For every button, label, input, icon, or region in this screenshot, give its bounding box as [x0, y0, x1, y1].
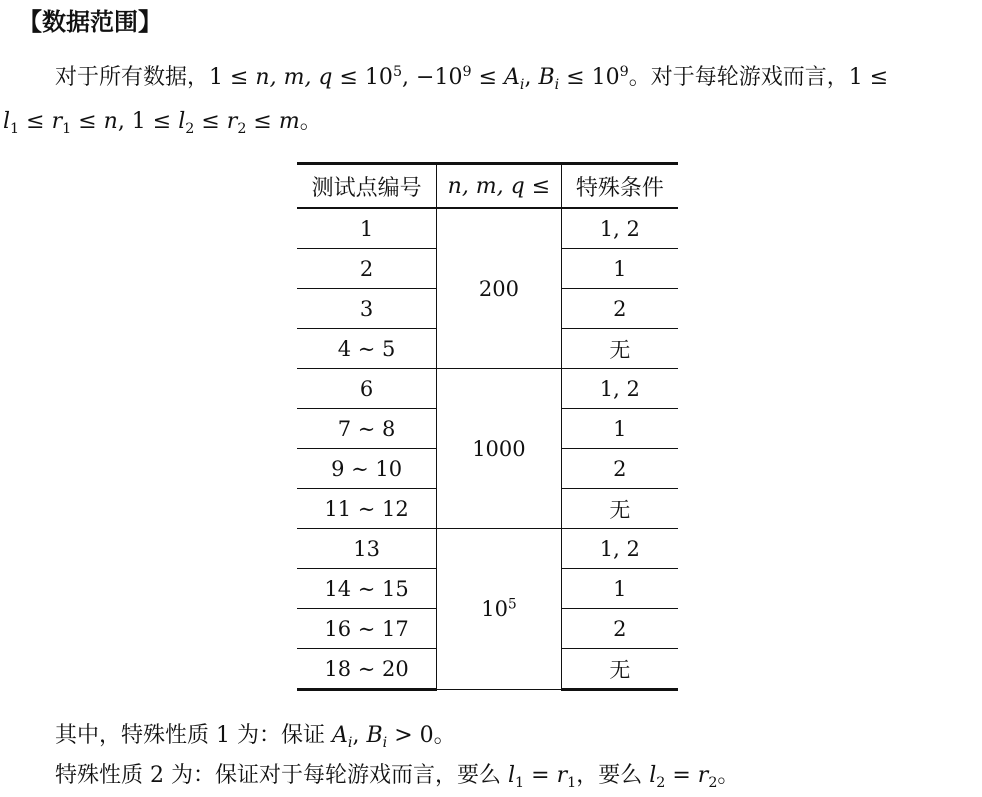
case-cell: 6 [297, 369, 437, 409]
condition-cell: 1 [561, 569, 678, 609]
header-special-condition: 特殊条件 [561, 164, 678, 209]
condition-cell: 无 [561, 489, 678, 529]
condition-cell: 2 [561, 289, 678, 329]
case-cell: 11 ∼ 12 [297, 489, 437, 529]
table-row [297, 369, 678, 409]
case-cell: 18 ∼ 20 [297, 649, 437, 690]
condition-cell: 1 [561, 409, 678, 449]
test-case-table [297, 162, 678, 691]
condition-cell: 无 [561, 649, 678, 690]
condition-cell: 1, 2 [561, 369, 678, 409]
case-cell: 13 [297, 529, 437, 569]
constraints-line-1: 对于所有数据，1 ≤ n, m, $q \le 10^5$, $-10^9 \le A_i$, $B_i \le 10^9$。对于每轮游戏而言，1 ≤ [55, 64, 889, 93]
condition-cell: 无 [561, 329, 678, 369]
constraints-line-2: $l_1 \le r_1 \le n$, $1 \le l_2 \le r_2 \le m$。 [3, 109, 322, 137]
condition-cell: 1, 2 [561, 208, 678, 249]
condition-cell: 1, 2 [561, 529, 678, 569]
limit-cell: 200 [437, 208, 561, 369]
case-cell: 2 [297, 249, 437, 289]
case-cell: 14 ∼ 15 [297, 569, 437, 609]
case-cell: 3 [297, 289, 437, 329]
case-cell: 1 [297, 208, 437, 249]
header-limit: n, m, q ≤ [437, 164, 561, 209]
case-cell: 7 ∼ 8 [297, 409, 437, 449]
table-header-row [297, 164, 678, 209]
header-case-id: 测试点编号 [297, 164, 437, 209]
section-heading: 【数据范围】 [18, 8, 162, 36]
table-row [297, 529, 678, 569]
case-cell: 9 ∼ 10 [297, 449, 437, 489]
condition-cell: 1 [561, 249, 678, 289]
table-row [297, 208, 678, 249]
case-cell: 16 ∼ 17 [297, 609, 437, 649]
condition-cell: 2 [561, 449, 678, 489]
condition-cell: 2 [561, 609, 678, 649]
special-property-2: 特殊性质 2 为：保证对于每轮游戏而言，要么 $l_1 = r_1$，要么 $l_2 = r_2$。 [55, 763, 740, 791]
limit-cell: $10^5$ [437, 529, 561, 690]
limit-cell: 1000 [437, 369, 561, 529]
special-property-1: 其中，特殊性质 1 为：保证 $A_i$, $B_i > 0$。 [55, 723, 456, 751]
case-cell: 4 ∼ 5 [297, 329, 437, 369]
